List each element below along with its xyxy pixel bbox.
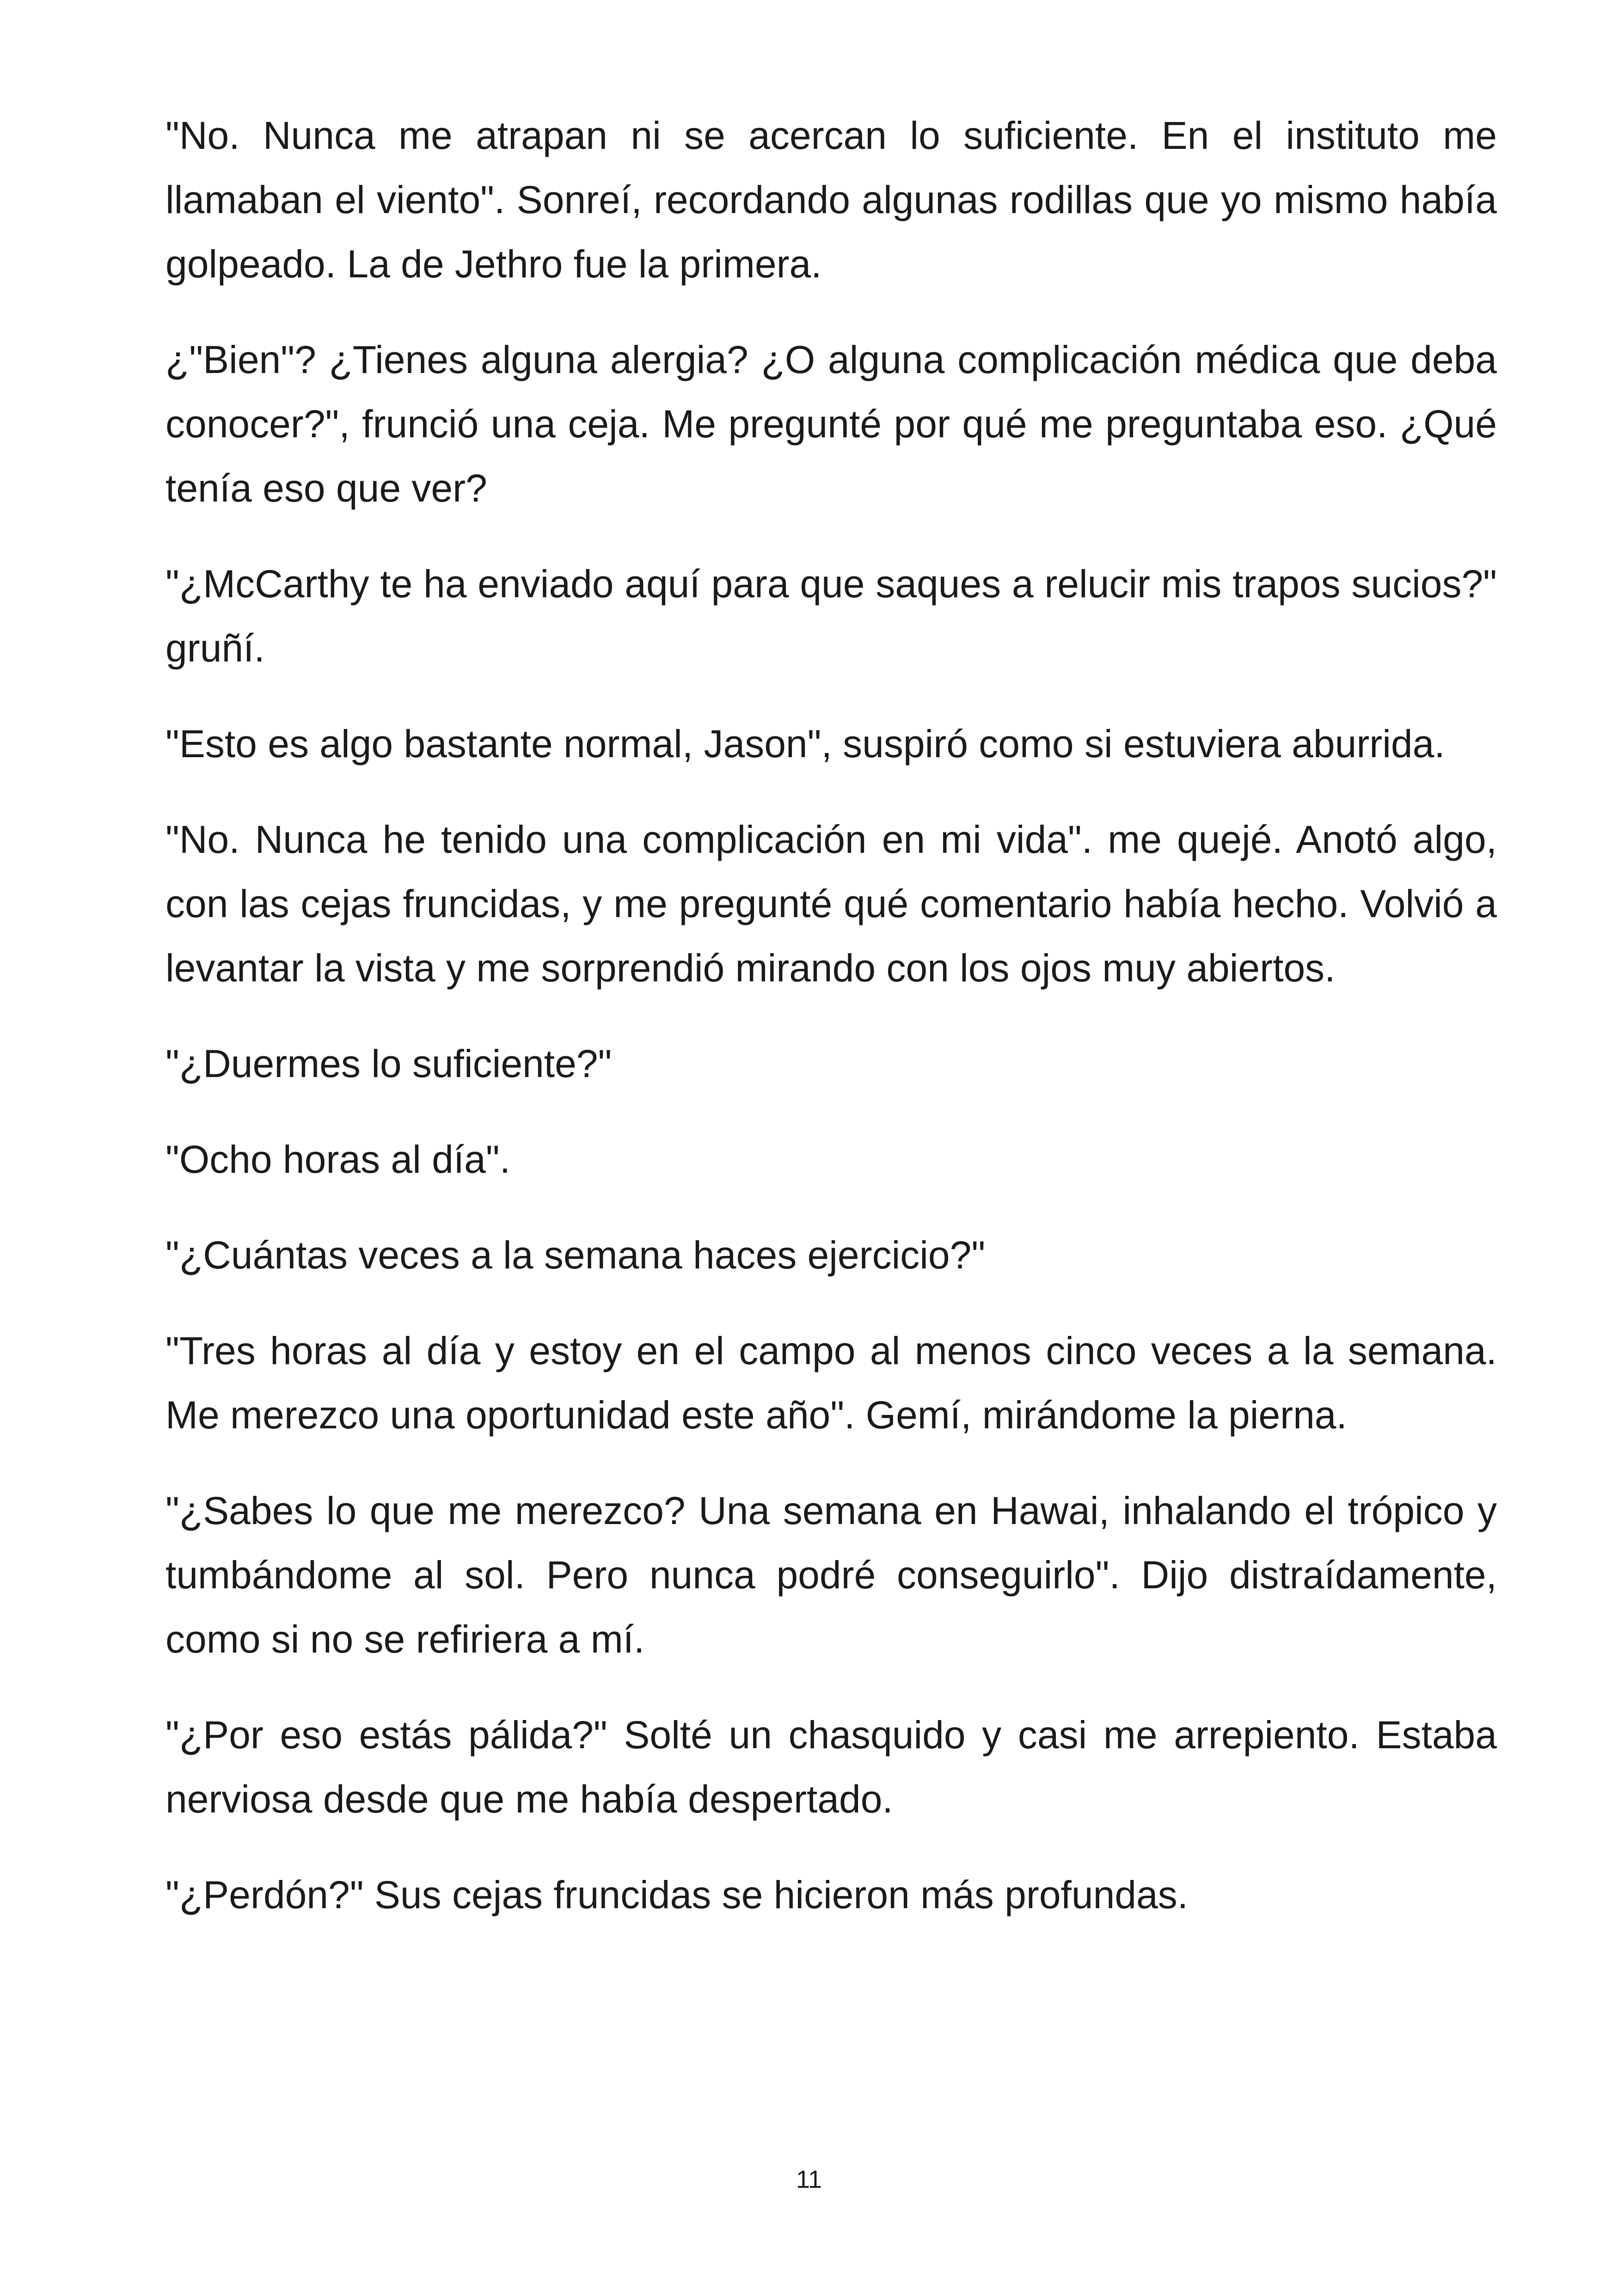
paragraph: "¿Cuántas veces a la semana haces ejercicio?" xyxy=(165,1233,986,1277)
paragraph: "Ocho horas al día". xyxy=(165,1138,511,1181)
paragraph: ¿"Bien"? ¿Tienes alguna alergia? ¿O alguna complicación médica que deba conocer?", frunció una ceja. Me pregunté por qué me preguntaba eso. ¿Qué tenía eso que ver? xyxy=(165,338,1497,510)
paragraph: "¿McCarthy te ha enviado aquí para que saques a relucir mis trapos sucios?" gruñí. xyxy=(165,562,1497,670)
page-number: 11 xyxy=(796,2166,822,2193)
paragraph: "No. Nunca me atrapan ni se acercan lo suficiente. En el instituto me llamaban el viento". Sonreí, recordando algunas rodillas que yo mismo había golpeado. La de Jethro fue la primera. xyxy=(165,114,1497,286)
paragraph: "Esto es algo bastante normal, Jason", suspiró como si estuviera aburrida. xyxy=(165,722,1445,765)
paragraph: "No. Nunca he tenido una complicación en mi vida". me quejé. Anotó algo, con las cejas fruncidas, y me pregunté qué comentario había hecho. Volvió a levantar la vista y me sorprendió mirando con los ojos muy abiertos. xyxy=(165,818,1497,990)
paragraph: "¿Por eso estás pálida?" Solté un chasquido y casi me arrepiento. Estaba nerviosa desde que me había despertado. xyxy=(165,1713,1497,1821)
paragraph: "¿Sabes lo que me merezco? Una semana en Hawai, inhalando el trópico y tumbándome al sol. Pero nunca podré conseguirlo". Dijo distraídamente, como si no se refiriera a mí. xyxy=(165,1489,1497,1661)
paragraph: "¿Duermes lo suficiente?" xyxy=(165,1042,612,1085)
page-body xyxy=(165,104,1497,1959)
paragraph: "¿Perdón?" Sus cejas fruncidas se hicieron más profundas. xyxy=(165,1873,1189,1916)
paragraph: "Tres horas al día y estoy en el campo al menos cinco veces a la semana. Me merezco una oportunidad este año". Gemí, mirándome la pierna. xyxy=(165,1329,1497,1437)
